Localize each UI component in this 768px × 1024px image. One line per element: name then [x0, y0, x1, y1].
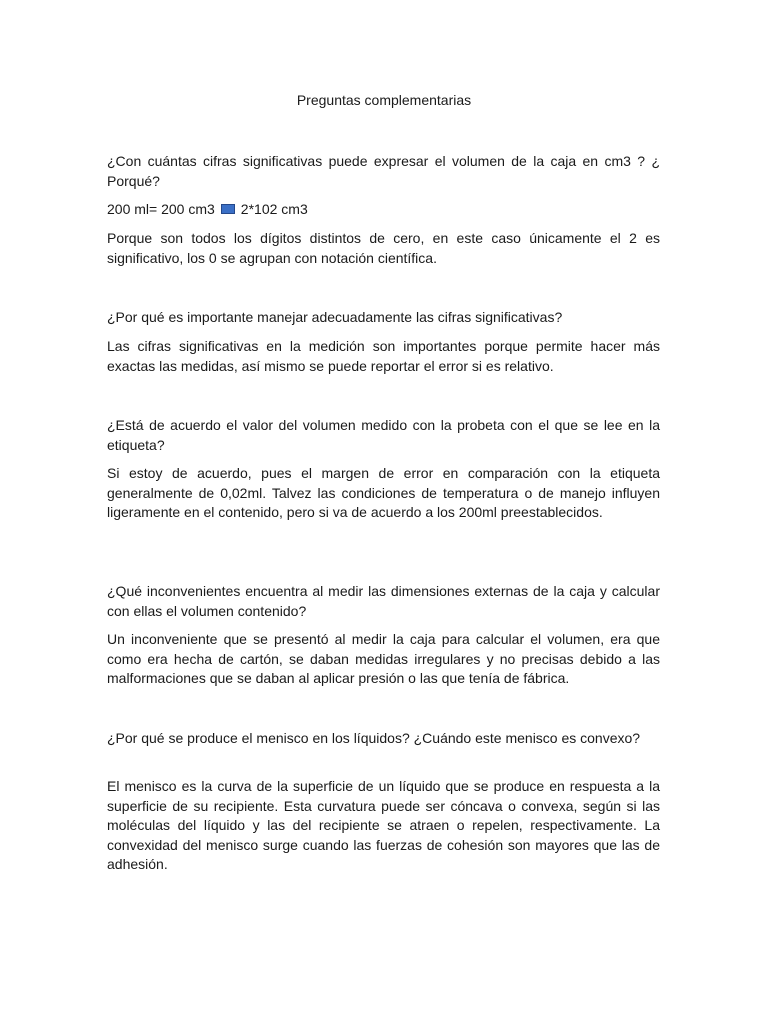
equation-right: 2*102 cm3 [240, 201, 308, 217]
answer-2: Las cifras significativas en la medición son importantes porque permite hacer más exactas las medidas, así mismo se puede reportar el error si es relativo. [107, 338, 660, 374]
question-2: ¿Por qué es importante manejar adecuadamente las cifras significativas? [107, 309, 563, 325]
question-1: ¿Con cuántas cifras significativas puede expresar el volumen de la caja en cm3 ? ¿ Porqué? [107, 153, 660, 189]
answer-5: El menisco es la curva de la superficie de un líquido que se produce en respuesta a la superficie de su recipiente. Esta curvatura puede ser cóncava o convexa, según si las moléculas del líquido y las del recipiente se atraen o repelen, respectivamente. La convexidad del menisco surge cuando las fuerzas de cohesión son mayores que las de adhesión. [107, 778, 660, 872]
equation-line [107, 200, 308, 220]
question-5: ¿Por qué se produce el menisco en los líquidos? ¿Cuándo este menisco es convexo? [107, 730, 641, 746]
question-4: ¿Qué inconvenientes encuentra al medir las dimensiones externas de la caja y calcular con ellas el volumen contenido? [107, 583, 660, 619]
document-title: Preguntas complementarias [296, 92, 472, 108]
answer-4: Un inconveniente que se presentó al medir la caja para calcular el volumen, era que como era hecha de cartón, se daban medidas irregulares y no precisas debido a las malformaciones que se daban al aplicar presión o las que tenía de fábrica. [107, 631, 660, 686]
answer-1: Porque son todos los dígitos distintos de cero, en este caso únicamente el 2 es significativo, los 0 se agrupan con notación científica. [107, 230, 660, 266]
answer-3: Si estoy de acuerdo, pues el margen de error en comparación con la etiqueta generalmente de 0,02ml. Talvez las condiciones de temperatura o de manejo influyen ligeramente en el contenido, pero si va de acuerdo a los 200ml preestablecidos. [107, 465, 660, 520]
equation-left: 200 ml= 200 cm3 [107, 201, 215, 217]
arrow-icon [221, 204, 235, 214]
question-3: ¿Está de acuerdo el valor del volumen medido con la probeta con el que se lee en la etiqueta? [107, 417, 660, 453]
